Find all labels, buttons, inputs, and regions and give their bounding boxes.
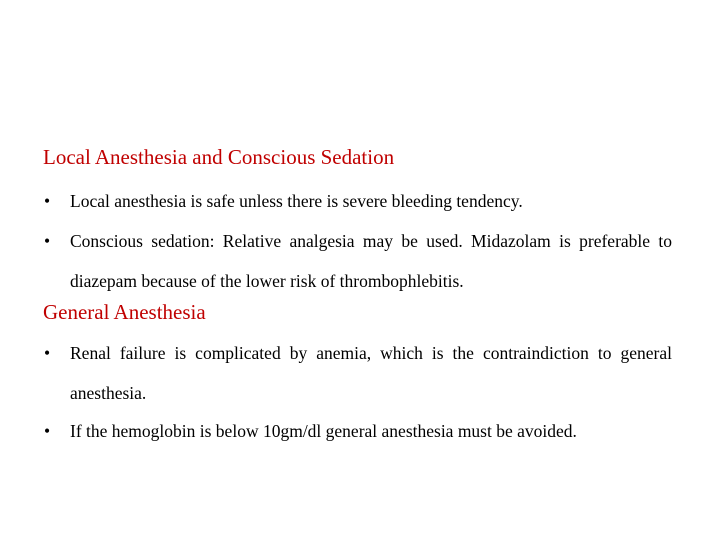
bullet-item [44, 221, 672, 301]
bullet-text: Local anesthesia is safe unless there is severe bleeding tendency. [70, 191, 523, 211]
bullet-glyph: • [44, 421, 51, 441]
section-heading-general-anesthesia: General Anesthesia [43, 300, 206, 324]
bullet-glyph: • [44, 343, 51, 363]
bullet-text: Renal failure is complicated by anemia, which is the contraindiction to general anesthesia. [70, 343, 672, 403]
bullet-text: If the hemoglobin is below 10gm/dl general anesthesia must be avoided. [70, 421, 577, 441]
bullet-glyph: • [44, 231, 51, 251]
bullet-item [44, 181, 672, 221]
bullet-glyph: • [44, 191, 51, 211]
bullet-text: Conscious sedation: Relative analgesia may be used. Midazolam is preferable to diazepam because of the lower risk of thrombophlebitis. [70, 231, 672, 291]
bullet-item [44, 411, 672, 451]
bullet-item [44, 333, 672, 413]
section-heading-local-anesthesia: Local Anesthesia and Conscious Sedation [43, 145, 395, 169]
